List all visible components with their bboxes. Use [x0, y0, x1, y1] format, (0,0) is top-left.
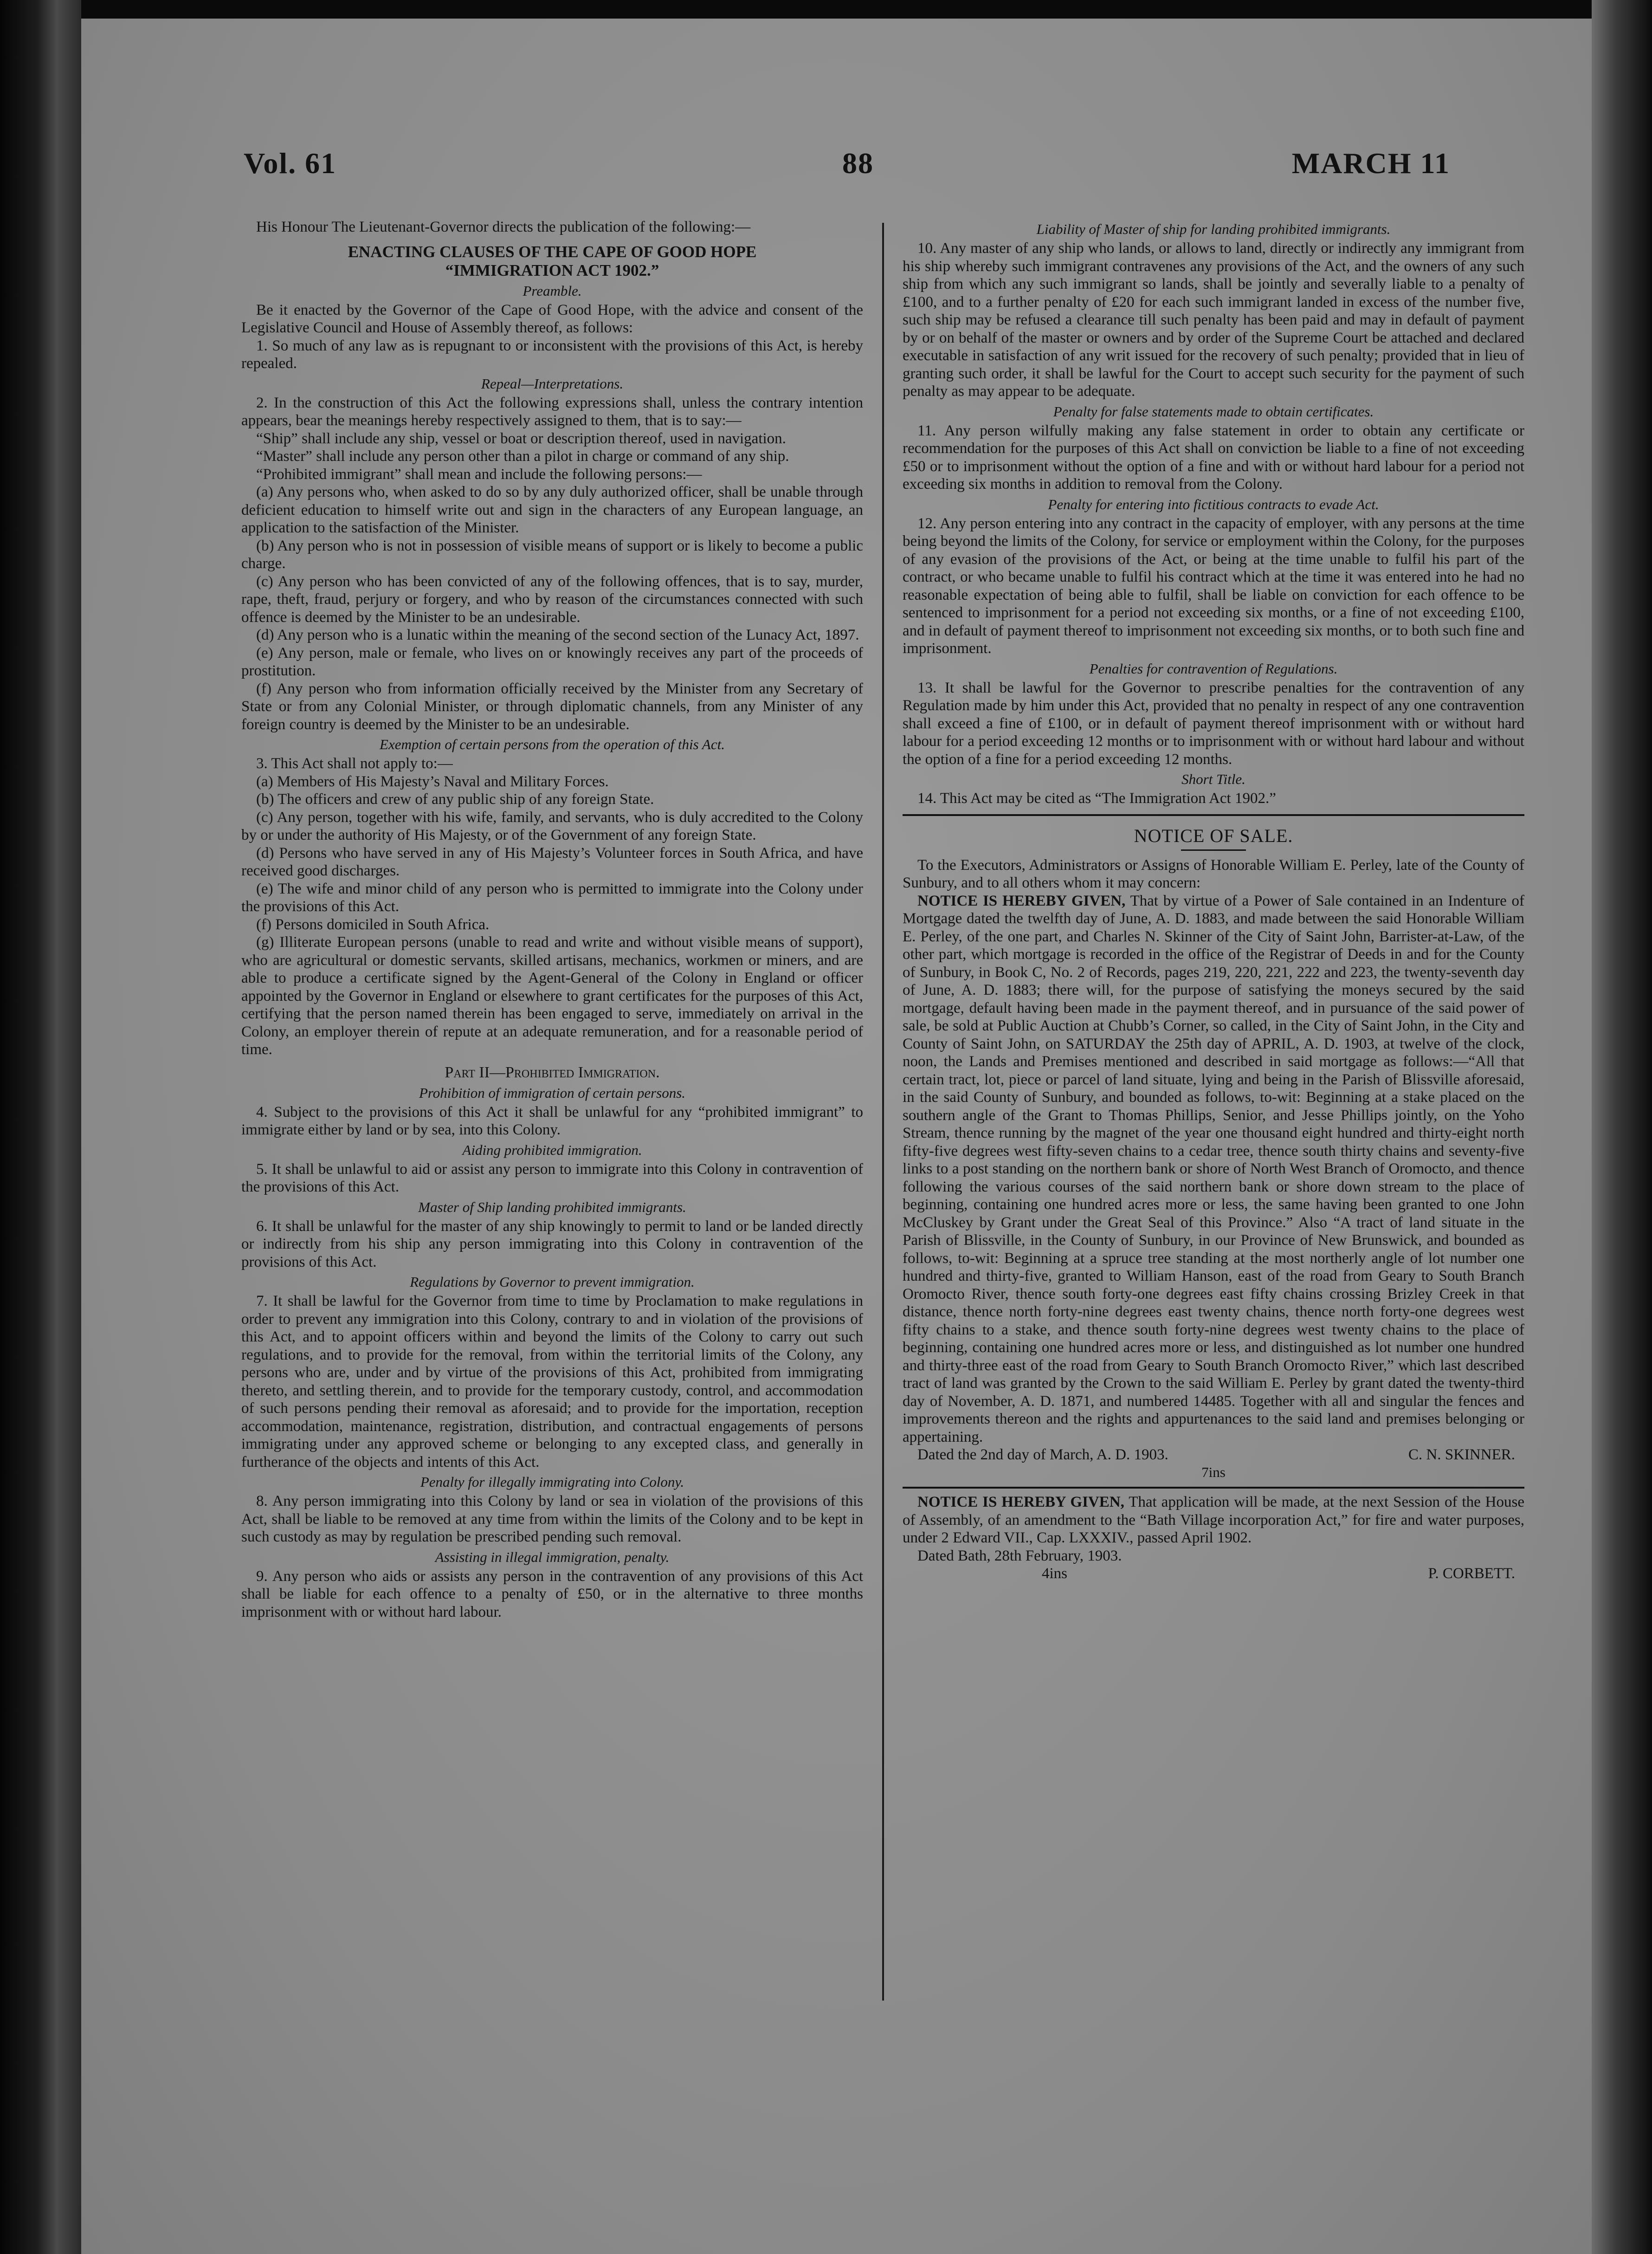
section-2-master: “Master” shall include any person other than a pilot in charge or command of any ship. — [256, 448, 789, 465]
section-3-f: (f) Persons domiciled in South Africa. — [256, 916, 490, 933]
section-3-a: (a) Members of His Majesty’s Naval and Military Forces. — [256, 773, 609, 790]
notice-of-sale-dated: Dated the 2nd day of March, A. D. 1903. — [917, 1446, 1168, 1463]
notice-bath-lead: NOTICE IS HEREBY GIVEN, — [917, 1494, 1124, 1510]
notice-divider-2 — [903, 1487, 1524, 1489]
gazette-page — [81, 19, 1592, 2254]
section-6: 6. It shall be unlawful for the master of any ship knowingly to permit to land or be landed directly or indirectly from his ship any person immigrating into this Colony in contravention of the provisions of this Act. — [241, 1218, 863, 1270]
section-2-e: (e) Any person, male or female, who lives on or knowingly receives any part of the proceeds of prostitution. — [241, 644, 863, 679]
section-3-b: (b) The officers and crew of any public ship of any foreign State. — [256, 791, 654, 808]
act-title-line2: “IMMIGRATION ACT 1902.” — [445, 261, 659, 279]
section-2-c: (c) Any person who has been convicted of any of the following offences, that is to say, murder, rape, theft, fraud, perjury or forgery, and who by reason of the circumstances connected with such offence is deemed by the Minister to be an undesirable. — [241, 573, 863, 626]
assisting-heading: Assisting in illegal immigration, penalty. — [435, 1548, 670, 1565]
notice-of-sale-body — [903, 892, 1524, 1446]
section-11: 11. Any person wilfully making any false statement in order to obtain any certificate or recommendation for the purposes of this Act shall on conviction be liable to a fine of not exceeding £50 or to imprisonment without the option of a fine and with or without hard labour for a period not exceeding six months in addition to removal from the Colony. — [903, 422, 1524, 492]
regulations-heading: Regulations by Governor to prevent immigration. — [410, 1274, 695, 1290]
repeal-heading: Repeal—Interpretations. — [481, 375, 624, 392]
notice-of-sale-signature-line — [903, 1446, 1524, 1464]
notice-bath-insertions: 4ins — [1042, 1565, 1068, 1582]
preamble-text: Be it enacted by the Governor of the Cape of Good Hope, with the advice and consent of the Legislative Council and House of Assembly thereof, as follows: — [241, 301, 863, 336]
section-9: 9. Any person who aids or assists any person in the contravention of any provisions of this Act shall be liable for each offence to a penalty of £50, or in the alternative to three months imprisonment with or without hard labour. — [241, 1567, 863, 1620]
part-2-heading: Part II—Prohibited Immigration. — [445, 1063, 660, 1081]
section-3-e: (e) The wife and minor child of any person who is permitted to immigrate into the Colony under the provisions of this Act. — [241, 880, 863, 915]
notice-bath-text: That application will be made, at the next Session of the House of Assembly, of an amendment to the “Bath Village incorporation Act,” for fire and water purposes, under 2 Edward VII., Cap. LXXXIV., passed April 1902. — [903, 1494, 1524, 1546]
contravention-heading: Penalties for contravention of Regulations. — [1089, 660, 1338, 677]
column-rule — [882, 223, 884, 2001]
section-2-ship: “Ship” shall include any ship, vessel or boat or description thereof, used in navigation. — [256, 430, 786, 447]
prohibition-heading: Prohibition of immigration of certain persons. — [419, 1084, 686, 1101]
section-10: 10. Any master of any ship who lands, or allows to land, directly or indirectly any immigrant from his ship whereby such immigrant contravenes any provisions of the Act, and the owners of any such ship from which any such immigrant so lands, shall be jointly and severally liable to a penalty of £100, and to a further penalty of £20 for each such immigrant landed in excess of the number five, such ship may be refused a clearance till such penalty has been paid and may in default of payment by or on behalf of the master or owners and by order of the Supreme Court be attached and declared executable in satisfaction of any writ issued for the recovery of such penalty; provided that in lieu of granting such order, it shall be lawful for the Court to accept such security for the payment of such penalty as may appear to be adequate. — [903, 240, 1524, 400]
notice-divider — [903, 814, 1524, 816]
section-4: 4. Subject to the provisions of this Act it shall be unlawful for any “prohibited immigrant” to immigrate either by land or by sea, into this Colony. — [241, 1103, 863, 1138]
section-5: 5. It shall be unlawful to aid or assist any person to immigrate into this Colony in contravention of the provisions of this Act. — [241, 1160, 863, 1195]
notice-bath-signature: P. CORBETT. — [1428, 1565, 1515, 1582]
notice-bath-signature-line — [903, 1565, 1524, 1583]
page-number: 88 — [842, 147, 874, 180]
section-3-c: (c) Any person, together with his wife, family, and servants, who is duly accredited to the Colony by or under the authority of His Majesty, or of the Government of any foreign State. — [241, 809, 863, 843]
aiding-heading: Aiding prohibited immigration. — [462, 1141, 642, 1158]
act-title-line1: ENACTING CLAUSES OF THE CAPE OF GOOD HOPE — [348, 242, 757, 261]
section-2-f: (f) Any person who from information officially received by the Minister from any Secretary of State or from any Colonial Minister, or through diplomatic channels, from any Minister of any foreign country is deemed by the Minister to be an undesirable. — [241, 680, 863, 733]
section-8: 8. Any person immigrating into this Colony by land or sea in violation of the provisions of this Act, shall be liable to be removed at any time from within the limits of the Colony and to be kept in such custody as may by regulation be prescribed pending such removal. — [241, 1493, 863, 1545]
section-3: 3. This Act shall not apply to:— — [256, 755, 453, 772]
section-2: 2. In the construction of this Act the following expressions shall, unless the contrary intention appears, bear the meanings hereby respectively assigned to them, that is to say:— — [241, 394, 863, 429]
section-3-g: (g) Illiterate European persons (unable to read and write and without visible means of support), who are agricultural or domestic servants, skilled artisans, mechanics, workmen or miners, and are able to produce a certificate signed by the Agent-General of the Colony in England or officer appointed by the Governor in England or elsewhere to grant certificates for the purposes of this Act, certifying that the person named therein has been engaged to serve, immediately on arrival in the Colony, an employer therein of repute at an adequate remuneration, and for a reasonable period of time. — [241, 934, 863, 1058]
scan-dark-margin-right — [1592, 0, 1652, 2254]
running-head — [244, 146, 1450, 202]
notice-of-sale-signature: C. N. SKINNER. — [1408, 1446, 1515, 1463]
section-2-d: (d) Any person who is a lunatic within the meaning of the second section of the Lunacy Act, 1897. — [256, 627, 859, 643]
left-column — [241, 218, 863, 2251]
section-2-a: (a) Any persons who, when asked to do so by any duly authorized officer, shall be unable through deficient education to himself write out and sign in the characters of any European language, an application to the satisfaction of the Minister. — [241, 484, 863, 536]
notice-bath-dated: Dated Bath, 28th February, 1903. — [917, 1547, 1122, 1564]
exemption-heading: Exemption of certain persons from the operation of this Act. — [380, 736, 725, 752]
issue-date: MARCH 11 — [1291, 147, 1450, 180]
notice-bath-body — [903, 1493, 1524, 1547]
liability-heading: Liability of Master of ship for landing prohibited immigrants. — [1036, 221, 1391, 237]
section-1: 1. So much of any law as is repugnant to or inconsistent with the provisions of this Act, is hereby repealed. — [241, 337, 863, 372]
fictitious-contracts-heading: Penalty for entering into fictitious contracts to evade Act. — [1048, 496, 1379, 512]
act-title — [241, 243, 863, 280]
section-13: 13. It shall be lawful for the Governor to prescribe penalties for the contravention of any Regulation made by him under this Act, provided that no penalty in respect of any one contravention shall exceed a fine of £100, or in default of payment thereof imprisonment with or without hard labour for a period exceeding 12 months or to imprisonment with or without hard labour and without the option of a fine for a period exceeding 12 months. — [903, 679, 1524, 768]
section-14: 14. This Act may be cited as “The Immigration Act 1902.” — [917, 790, 1276, 807]
volume-number: Vol. 61 — [244, 147, 337, 180]
notice-of-sale-title: NOTICE OF SALE. — [1134, 825, 1293, 846]
section-2-b: (b) Any person who is not in possession of visible means of support or is likely to become a public charge. — [241, 537, 863, 572]
false-statements-heading: Penalty for false statements made to obtain certificates. — [1053, 403, 1374, 420]
notice-of-sale-address: To the Executors, Administrators or Assigns of Honorable William E. Perley, late of the County of Sunbury, and to all others whom it may concern: — [903, 856, 1524, 891]
section-3-d: (d) Persons who have served in any of His Majesty’s Volunteer forces in South Africa, and have received good discharges. — [241, 844, 863, 879]
right-column — [903, 218, 1524, 2251]
section-7: 7. It shall be lawful for the Governor from time to time by Proclamation to make regulations in order to prevent any immigration into this Colony, contrary to and in violation of the provisions of this Act, and to appoint officers within and beyond the limits of the Colony to carry out such regulations, and to provide for the removal, from within the territorial limits of the Colony, any persons who are, under and by virtue of the provisions of this Act, prohibited from immigrating thereto, and settling therein, and to provide for the temporary custody, control, and accommodation of such persons pending their removal as aforesaid; and to provide for the importation, reception accommodation, maintenance, registration, distribution, and contractual engagements of persons immigrating under any approved scheme or belonging to any excepted class, and generally in furtherance of the objects and intents of this Act. — [241, 1293, 863, 1470]
preamble-heading: Preamble. — [523, 282, 582, 299]
notice-of-sale-insertions: 7ins — [1201, 1464, 1226, 1480]
notice-of-sale-lead: NOTICE IS HEREBY GIVEN, — [917, 892, 1126, 909]
section-12: 12. Any person entering into any contract in the capacity of employer, with any persons at the time being beyond the limits of the Colony, for service or employment within the Colony, for the purposes of any evasion of the provisions of the Act, or being at the time unable to fulfil his part of the contract, or who became unable to fulfil his contract which at the time it was entered into he had no reasonable expectation of being able to fulfil, shall be liable on conviction for each offence to be sentenced to imprisonment for a period not exceeding six months, or a fine of not exceeding £100, and in default of payment thereof to imprisonment not exceeding six months, or to both such fine and imprisonment. — [903, 515, 1524, 657]
notice-title-rule — [1181, 849, 1246, 851]
penalty-illegal-heading: Penalty for illegally immigrating into Colony. — [420, 1474, 684, 1490]
notice-of-sale-text: That by virtue of a Power of Sale contained in an Indenture of Mortgage dated the twelfth day of June, A. D. 1883, and made between the said Honorable William E. Perley, of the one part, and Charles N. Skinner of the City of Saint John, Barrister-at-Law, of the other part, which mortgage is recorded in the office of the Registrar of Deeds in and for the County of Sunbury, in Book C, No. 2 of Records, pages 219, 220, 221, 222 and 223, the twenty-seventh day of June, A. D. 1883; there will, for the purpose of satisfying the moneys secured by the said mortgage, default having been made in the payment thereof, and in pursuance of the said power of sale, be sold at Public Auction at Chubb’s Corner, so called, in the City of Saint John, in the City and County of Saint John, on SATURDAY the 25th day of APRIL, A. D. 1903, at twelve of the clock, noon, the Lands and Premises mentioned and described in said mortgage as follows:—“All that certain tract, lot, piece or parcel of land situate, lying and being in the Parish of Blissville aforesaid, in the said County of Sunbury, and bounded as follows, to-wit: Beginning at a stake placed on the southern angle of the Grant to Thomas Phillips, Senior, and Jesse Phillips jointly, on the Yoho Stream, thence running by the magnet of the year one thousand eight hundred and thirty-eight north fifty-five degrees west fifty-seven chains to a cedar tree, thence south thirty chains and seventy-five links to a post standing on the northern bank or shore of North West Branch of Oromocto, and thence following the various courses of the said northern bank or shore down stream to the place of beginning, containing one hundred acres more or less, the same having been granted to one John McCluskey by Grant under the Great Seal of this Province.” Also “A tract of land situate in the Parish of Blissville, in the County of Sunbury, in our Province of New Brunswick, and bounded as follows, to-wit: Beginning at a spruce tree standing at the most northerly angle of lot number one hundred and thirty-five, granted to William Hanson, east of the road from Geary to South Branch Oromocto River, thence south forty-one degrees east fifty chains crossing Brizley Creek in that distance, thence north forty-nine degrees east twenty chains, thence north forty-one degrees west fifty chains to a stake, and thence south forty-nine degrees west twenty chains to the place of beginning, containing one hundred acres more or less, and distinguished as lot number one hundred and thirty-three east of the road from Geary to South Branch Oromocto River,” which last described tract of land was granted by the Crown to the said William E. Perley by grant dated the twenty-third day of November, A. D. 1871, and numbered 14485. Together with all and singular the fences and improvements thereon and the rights and appurtenances to the said land and premises belonging or appertaining. — [903, 892, 1524, 1445]
short-title-heading: Short Title. — [1181, 771, 1245, 787]
intro-paragraph: His Honour The Lieutenant-Governor directs the publication of the following:— — [256, 219, 751, 235]
master-heading: Master of Ship landing prohibited immigrants. — [418, 1198, 686, 1215]
section-2-prohibited: “Prohibited immigrant” shall mean and include the following persons:— — [256, 466, 702, 483]
scan-dark-margin-left — [0, 0, 81, 2254]
